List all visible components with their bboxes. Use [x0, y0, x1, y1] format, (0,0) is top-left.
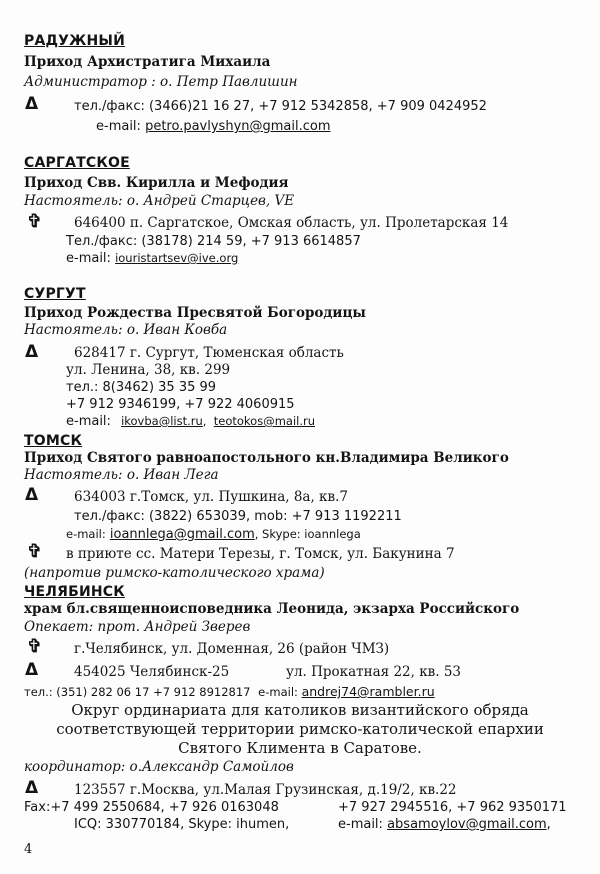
email-link-surgut-1[interactable]: ikovba@list.ru [121, 414, 203, 428]
ordinariate-title-line2: соответствующей территории римско-католической епархии [56, 720, 544, 738]
fax-line2-ordinariate: +7 927 2945516, +7 962 9350171 [338, 800, 567, 815]
ordinariate-title-line1: Округ ординариата для католиков византийского обряда [71, 701, 529, 719]
shelter-address-tomsk: в приюте сс. Матери Терезы, г. Томск, ул. Бакунина 7 [66, 546, 455, 562]
delta-icon: Δ [25, 485, 39, 505]
email-label: e-mail: [66, 527, 106, 541]
address-line1-surgut: 628417 г. Сургут, Тюменская область [74, 345, 344, 361]
delta-icon: Δ [25, 778, 39, 798]
contacts-row-chelyabinsk [24, 686, 435, 699]
email-link-surgut-2[interactable]: teotokos@mail.ru [213, 414, 316, 428]
address-tomsk: 634003 г.Томск, ул. Пушкина, 8а, кв.7 [74, 489, 348, 505]
rector-tomsk: Настоятель: о. Иван Лега [24, 467, 219, 483]
ordinariate-title-line3: Святого Климента в Саратове. [178, 739, 422, 757]
phone-sargatskoe: Тел./факс: (38178) 214 59, +7 913 6614857 [66, 234, 361, 249]
email-row-radugny [96, 120, 331, 133]
page-number: 4 [24, 842, 33, 857]
email-link-radugny[interactable]: petro.pavlyshyn@gmail.com [145, 119, 331, 134]
fax-line1-ordinariate: Fax:+7 499 2550684, +7 926 0163048 [24, 800, 279, 815]
address-ordinariate: 123557 г.Москва, ул.Малая Грузинская, д.19/2, кв.22 [74, 782, 457, 798]
email-link-tomsk[interactable]: ioannlega@gmail.com [109, 527, 255, 542]
address-sargatskoe: 646400 п. Саргатское, Омская область, ул. Пролетарская 14 [74, 215, 509, 231]
cross-icon: ✞ [27, 541, 43, 562]
rector-surgut: Настоятель: о. Иван Ковба [24, 322, 228, 338]
delta-icon: Δ [25, 660, 39, 680]
icq-skype-ordinariate: ICQ: 330770184, Skype: ihumen, [74, 817, 290, 832]
email-label: e-mail: [66, 414, 111, 429]
phone-tomsk: тел./факс: (3822) 653039, mob: +7 913 1192211 [74, 509, 402, 524]
phone-line1-surgut: тел.: 8(3462) 35 35 99 [66, 380, 217, 395]
parish-name-tomsk: Приход Святого равноапостольного кн.Владимира Великого [24, 450, 509, 466]
skype-tomsk: , Skype: ioannlega [254, 527, 361, 541]
parish-name-sargatskoe: Приход Свв. Кирилла и Мефодия [24, 175, 289, 191]
cross-icon: ✞ [27, 211, 43, 232]
caretaker-chelyabinsk: Опекает: прот. Андрей Зверев [24, 619, 251, 635]
city-heading-tomsk: ТОМСК [24, 433, 83, 449]
address-line2-surgut: ул. Ленина, 38, кв. 299 [66, 362, 231, 378]
email-tail: , [546, 817, 551, 832]
email-link-ordinariate[interactable]: absamoylov@gmail.com [387, 817, 547, 832]
cross-icon: ✞ [27, 636, 43, 657]
city-heading-sargatskoe: САРГАТСКОЕ [24, 155, 130, 171]
parish-name-radugny: Приход Архистратига Михаила [24, 54, 271, 70]
rector-sargatskoe: Настоятель: о. Андрей Старцев, VE [24, 193, 295, 209]
address1-chelyabinsk: г.Челябинск, ул. Доменная, 26 (район ЧМЗ) [74, 641, 390, 657]
address2a-chelyabinsk: 454025 Челябинск-25 [74, 664, 230, 680]
email-label: e-mail: [338, 817, 383, 832]
email-label: e-mail: [96, 119, 141, 134]
city-heading-surgut: СУРГУТ [24, 286, 86, 302]
email-row-sargatskoe [66, 252, 238, 265]
city-heading-radugny: РАДУЖНЫЙ [24, 33, 126, 49]
delta-icon: Δ [25, 94, 39, 114]
phone-radugny: тел./факс: (3466)21 16 27, +7 912 5342858, +7 909 0424952 [74, 99, 487, 114]
phone-chelyabinsk: тел.: (351) 282 06 17 +7 912 8912817 [24, 685, 251, 699]
email-row-tomsk [66, 528, 361, 541]
email-link-chelyabinsk[interactable]: andrej74@rambler.ru [301, 684, 435, 699]
phone-line2-surgut: +7 912 9346199, +7 922 4060915 [66, 397, 295, 412]
administrator-radugny: Администратор : о. Петр Павлишин [24, 74, 298, 90]
coordinator-ordinariate: координатор: о.Александр Самойлов [24, 759, 294, 775]
email-link-sargatskoe[interactable]: iouristartsev@ive.org [115, 251, 239, 265]
parish-name-chelyabinsk: храм бл.священноисповедника Леонида, экзарха Российского [24, 601, 520, 617]
email-row-surgut: e-mail: ikovba@list.ru, teotokos@mail.ru [66, 414, 316, 429]
parish-name-surgut: Приход Рождества Пресвятой Богородицы [24, 305, 366, 321]
email-label: e-mail: [66, 251, 111, 266]
email-label: e-mail: [258, 685, 298, 699]
city-heading-chelyabinsk: ЧЕЛЯБИНСК [24, 584, 125, 600]
note-tomsk: (напротив римско-католического храма) [24, 565, 325, 581]
delta-icon: Δ [25, 342, 39, 362]
address2b-chelyabinsk: ул. Прокатная 22, кв. 53 [286, 664, 462, 680]
email-row-ordinariate [338, 818, 551, 831]
